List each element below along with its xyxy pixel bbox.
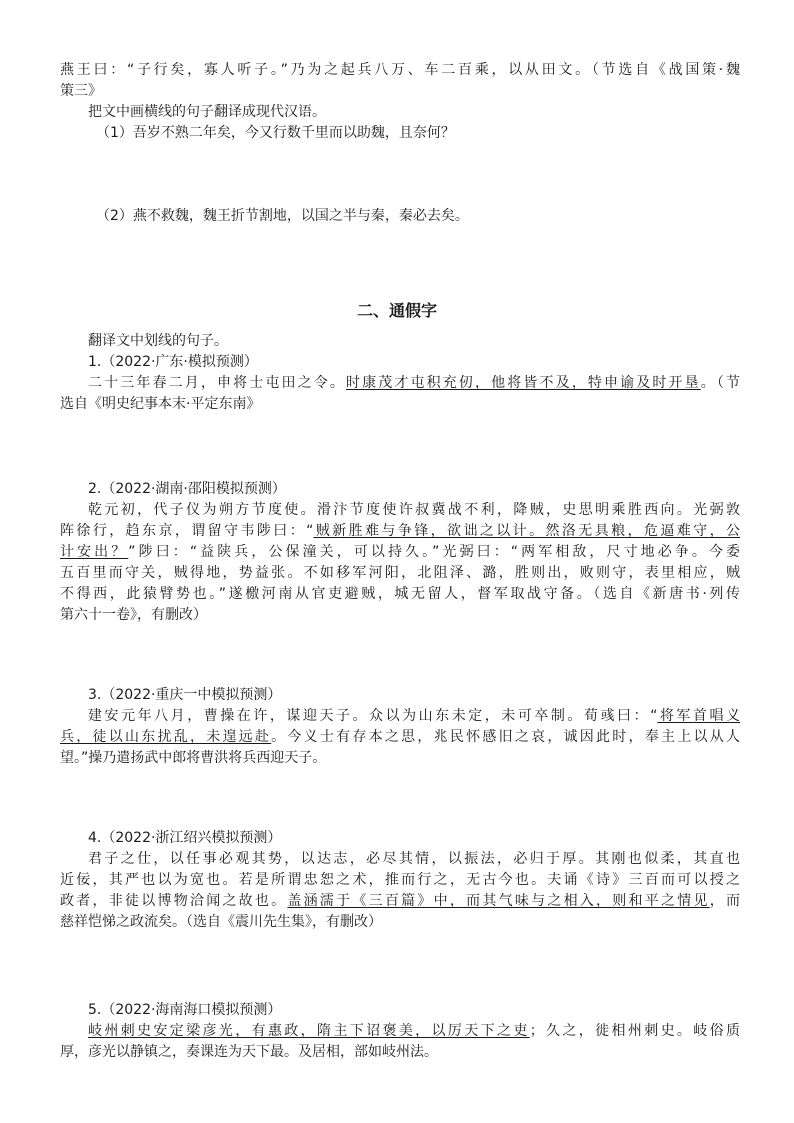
item-2-line-6: 第六十一卷》，有删改）	[60, 607, 207, 623]
item-2-line-2	[60, 521, 740, 541]
item-1-source: 1.（2022·广东·模拟预测）	[88, 354, 258, 370]
item-5-line-1	[88, 1021, 740, 1041]
section-instruction: 翻译文中划线的句子。	[88, 333, 228, 349]
item-1-line-1	[88, 373, 740, 393]
intro-instruction: 把文中画横线的句子翻译成现代汉语。	[88, 104, 326, 120]
question-2: （2）燕不救魏，魏王折节割地，以国之半与秦，秦必去矣。	[96, 208, 469, 224]
item-2-line-4: 五百里而守关，贼得地，势益张。不如移军河阳，北阻泽、潞，胜则出，败则守，表里相应，贼	[60, 565, 740, 581]
item-1-line-2: 选自《明史纪事本末·平定东南》	[60, 396, 261, 412]
intro-line-1: 燕王曰：“子行矣，寡人听子。”乃为之起兵八万、车二百乘，以从田文。（节选自《战国策·魏	[60, 62, 740, 78]
plain-text: ，而	[709, 893, 741, 909]
item-4-source: 4.（2022·浙江绍兴模拟预测）	[88, 830, 282, 846]
plain-text: ；久之，徙相州刺史。岐俗质	[529, 1023, 741, 1039]
item-3-line-3: 望。”操乃遣扬武中郎将曹洪将兵西迎天子。	[60, 750, 327, 766]
underlined-sentence: 时康茂才屯积充仞，他将皆不及，特申谕及时开垦	[346, 375, 701, 391]
plain-text: 政者，非徒以博物洽闻之故也。	[60, 893, 288, 909]
item-4-line-3	[60, 891, 740, 911]
item-2-line-5: 不得西，此猿臂势也。”遂檄河南从官吏避贼，城无留人，督军取战守备。（选自《新唐书·列传	[60, 586, 740, 602]
underlined-sentence: 岐州刺史安定梁彦光，有惠政，隋主下诏褒美，以厉天下之吏	[88, 1023, 530, 1039]
plain-text: 。（节	[700, 375, 740, 391]
plain-text: 。今义士有存本之思，兆民怀感旧之哀，诚因此时，奉主上以从人	[271, 729, 740, 745]
section-title: 二、通假字	[356, 301, 437, 320]
plain-text: 阵徐行，趋东京，谓留守韦陟曰：“	[60, 523, 314, 539]
item-4-line-1: 君子之仕，以任事必观其势，以达志，必尽其情，以振法，必归于厚。其刚也似柔，其直也	[88, 851, 740, 867]
item-2-line-3	[60, 542, 740, 562]
item-5-line-2: 厚，彦光以静镇之，奏课连为天下最。及居相，部如岐州法。	[60, 1044, 438, 1060]
underlined-sentence: 将军首唱义	[657, 708, 740, 724]
item-2-source: 2.（2022·湖南·邵阳模拟预测）	[88, 481, 286, 497]
plain-text: ”陟曰：“益陕兵，公保潼关，可以持久。”光弼曰：“两军相敌，尺寸地必争。今委	[128, 544, 740, 560]
item-2-line-1: 乾元初，代子仪为朔方节度使。滑汴节度使许叔冀战不利，降贼，史思明乘胜西向。光弼敦	[88, 502, 740, 518]
underlined-sentence: 兵，徒以山东扰乱，未遑远赴	[60, 729, 272, 745]
item-3-line-2	[60, 727, 740, 747]
intro-line-2: 策三》	[60, 83, 102, 99]
item-4-line-2: 近佞，其严也以为宽也。若是所谓忠恕之术，推而行之，无古今也。夫诵《诗》三百而可以授之	[60, 872, 740, 888]
item-5-source: 5.（2022·海南海口模拟预测）	[88, 1002, 282, 1018]
plain-text: 二十三年春二月，申将士屯田之令。	[88, 375, 346, 391]
underlined-sentence: 盖涵濡于《三百篇》中，而其气味与之相入，则和平之情见	[287, 893, 710, 909]
item-3-source: 3.（2022·重庆一中模拟预测）	[88, 687, 282, 703]
item-3-line-1	[88, 706, 740, 726]
plain-text: 建安元年八月，曹操在许，谋迎天子。众以为山东未定，未可卒制。荀彧曰：“	[88, 708, 658, 724]
question-1: （1）吾岁不熟二年矣，今又行数千里而以助魏，且奈何？	[96, 125, 455, 141]
item-4-line-4: 慈祥恺悌之政流矣。（选自《震川先生集》，有删改）	[60, 914, 382, 930]
underlined-sentence: 计安出？	[60, 544, 129, 560]
underlined-sentence: 贼新胜难与争锋，欲诎之以计。然洛无具粮，危逼难守，公	[313, 523, 740, 539]
